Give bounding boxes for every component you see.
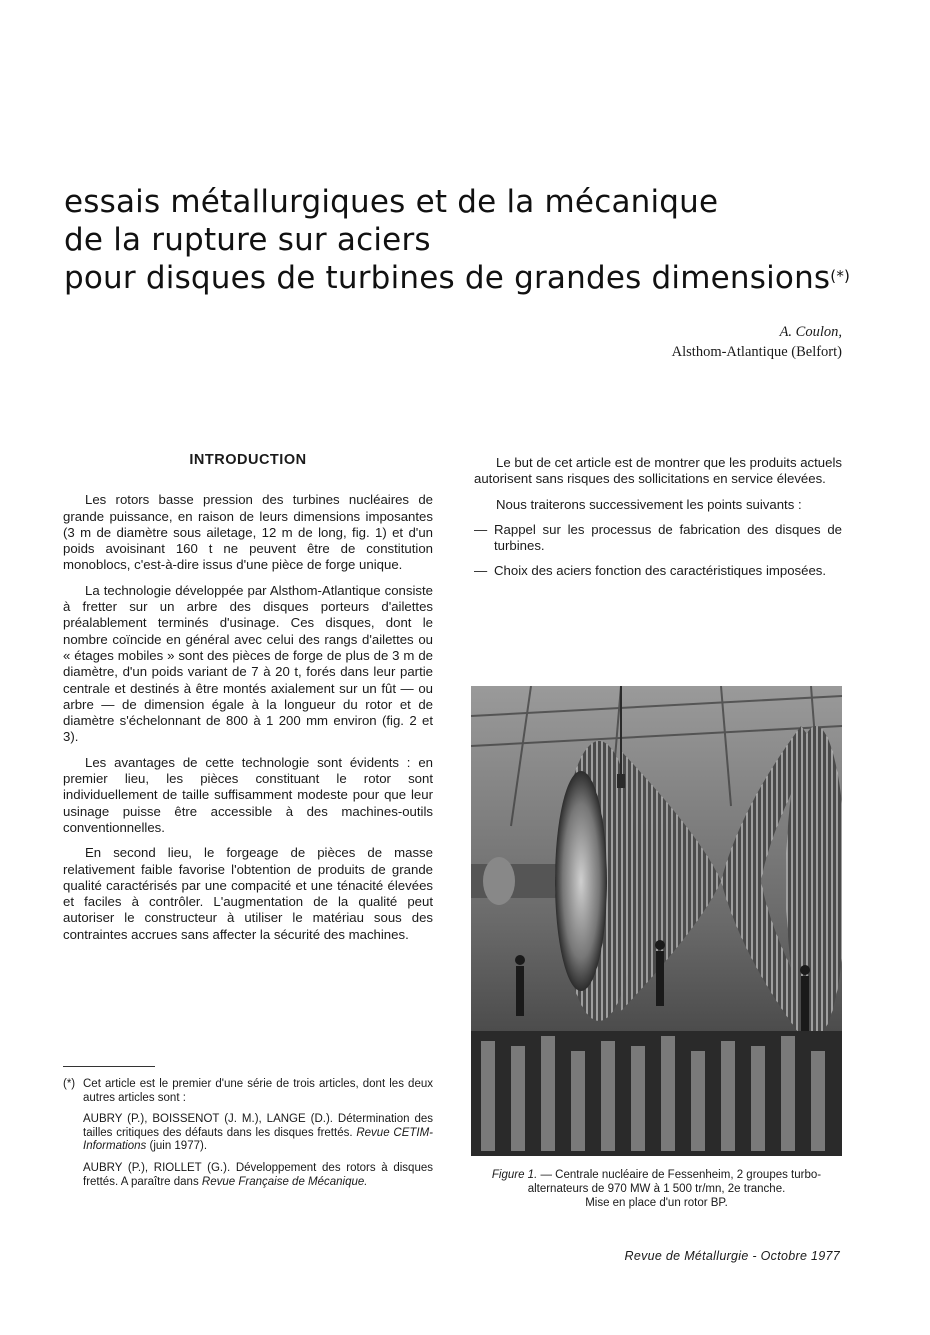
paragraph: La technologie développée par Alsthom-Atlantique consiste à fretter sur un arbre des disques porteurs d'ailettes préalablement terminés d'usinage. Ces disques, dont le nombre coïncide en général avec celui des rangs d'ailettes ou « étages mobiles » sont des pièces de forge de plus de 3 m de diamètre, d'un poids variant de 7 à 20 t, forés dans leur partie centrale et destinés à être montés axialement sur un fût — ou arbre — de dimension égale à la longueur du rotor et de diamètre s'échelonnant de 800 à 1 200 mm environ (fig. 2 et 3). [63,582,433,745]
paragraph: En second lieu, le forgeage de pièces de masse relativement faible favorise l'obtention de produits de grande qualité caractérisés par une compacité et une ténacité élevées et faciles à contrôler. L'augmentation de la qualité peut autoriser le constructeur à utiliser le matériau sous des contraintes accrues sans affecter la sécurité des machines. [63,845,433,942]
figure-photo-turbine-rotor [471,686,842,1156]
article-title [64,183,884,297]
author-affiliation: Alsthom-Atlantique (Belfort) [671,344,842,360]
footnote-text: Cet article est le premier d'une série de trois articles, dont les deux autres articles sont : [83,1078,433,1104]
title-line-3-text: pour disques de turbines de grandes dimensions [64,260,831,296]
right-column [474,455,842,589]
list-dash: — [474,563,488,579]
footnote-marker: (*) [63,1078,76,1090]
footnotes [63,1078,433,1197]
list-item [474,563,842,579]
reference-1-date: (juin 1977). [149,1140,208,1153]
title-line-2: de la rupture sur aciers [64,222,431,258]
footnote-divider [63,1066,155,1067]
paragraph: Nous traiterons successivement les points suivants : [496,496,802,512]
journal-footer: Revue de Métallurgie - Octobre 1977 [624,1249,840,1263]
list-dash: — [474,521,488,537]
author-name: A. Coulon, [779,324,842,340]
reference-2-journal: Revue Française de Mécanique. [201,1175,368,1188]
reference-1-text: AUBRY (P.), BOISSENOT (J. M.), LANGE (D.). Détermination des tailles critiques des défauts dans les disques frettés. [83,1113,433,1139]
reference-2 [63,1162,433,1189]
reference-1 [63,1113,433,1154]
reference-2-text: AUBRY (P.), RIOLLET (G.). Développement des rotors à disques frettés. A paraître dans [83,1161,433,1188]
title-line-1: essais métallurgiques et de la mécanique [64,184,719,220]
list-item [474,522,842,555]
turbine-rotor-illustration [471,686,842,1156]
list-item-text: Rappel sur les processus de fabrication des disques de turbines. [494,521,842,554]
title-line-3 [64,259,884,297]
footnote-star [63,1078,433,1105]
caption-line-1 [471,1168,842,1196]
list-item-text: Choix des aciers fonction des caractéristiques imposées. [494,563,827,579]
paragraph: Le but de cet article est de montrer que les produits actuels autorisent sans risques des sollicitations en service élevées. [474,455,842,487]
paragraph: Les rotors basse pression des turbines nucléaires de grande puissance, en raison de leurs dimensions imposantes (3 m de diamètre sous ailetage, 12 m de long, fig. 1) et d'un poids avoisinant 160 t ne peuvent être de constitution monoblocs, c'est-à-dire issus d'une pièce de forge unique. [63,492,433,573]
caption-text: — Centrale nucléaire de Fessenheim, 2 groupes turbo-alternateurs de 970 MW à 1 500 tr/mn, 2e tranche. [527,1169,822,1195]
reference-1-journal: Revue CETIM-Informations [83,1126,434,1153]
author-block [672,322,842,362]
paragraph: Les avantages de cette technologie sont évidents : en premier lieu, les pièces constituant le rotor sont individuellement de taille suffisamment modeste pour que leur usinage puisse être accessible à des machines-outils conventionnelles. [63,754,433,835]
title-footnote-marker: (*) [830,267,851,285]
section-heading: INTRODUCTION [189,452,307,468]
figure-label: Figure 1. [491,1169,538,1181]
left-column [63,452,433,952]
figure-caption [471,1168,842,1210]
caption-line-2: Mise en place d'un rotor BP. [585,1197,728,1209]
